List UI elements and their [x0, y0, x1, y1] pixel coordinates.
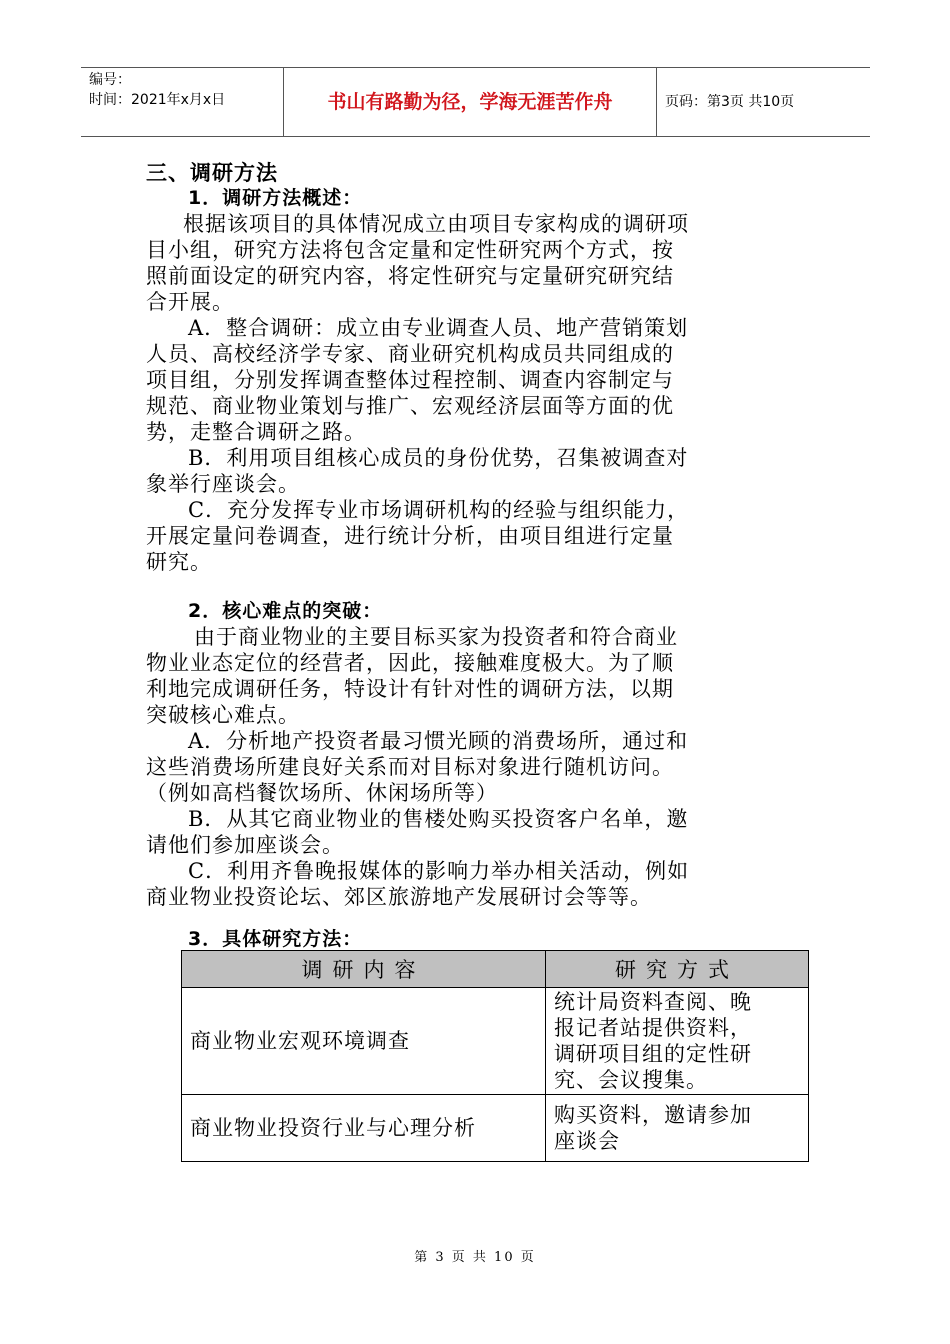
table-cell-method	[546, 1095, 809, 1162]
header-page-label: 页码：第3页 共10页	[665, 94, 795, 110]
table-header-row	[182, 951, 809, 988]
paragraph-line: 势，走整合调研之路。	[146, 420, 366, 444]
table-cell-content	[182, 1095, 546, 1162]
paragraph-line: C．充分发挥专业市场调研机构的经验与组织能力，	[188, 498, 690, 522]
page-footer: 第 3 页 共 10 页	[414, 1250, 536, 1265]
table-cell-content: 商业物业宏观环境调查	[182, 988, 546, 1095]
paragraph-line: A．分析地产投资者最习惯光顾的消费场所，通过和	[188, 729, 689, 753]
paragraph-line: 物业业态定位的经营者，因此，接触难度极大。为了顺	[146, 651, 674, 675]
table-row	[182, 988, 809, 1095]
subsection-3-title: 3．具体研究方法：	[188, 928, 363, 950]
table-header-content: 调研内容	[182, 951, 546, 988]
paragraph-line: 象举行座谈会。	[146, 472, 300, 496]
date-label: 时间：2021年x月x日	[89, 92, 226, 108]
number-label: 编号：	[89, 72, 131, 88]
paragraph-line: 研究。	[146, 550, 212, 574]
paragraph-line: 根据该项目的具体情况成立由项目专家构成的调研项	[183, 212, 689, 236]
paragraph-line: B．从其它商业物业的售楼处购买投资客户名单，邀	[188, 807, 689, 831]
paragraph-line: C．利用齐鲁晚报媒体的影响力举办相关活动，例如	[188, 859, 690, 883]
paragraph-line: 合开展。	[146, 290, 234, 314]
methods-table	[181, 950, 809, 1162]
paragraph-line: 开展定量问卷调查，进行统计分析，由项目组进行定量	[146, 524, 674, 548]
table-row	[182, 1095, 809, 1162]
subsection-2-title: 2．核心难点的突破：	[188, 600, 383, 622]
section-title: 三、调研方法	[146, 161, 278, 185]
subsection-1-title: 1．调研方法概述：	[188, 187, 363, 209]
paragraph-line: B．利用项目组核心成员的身份优势，召集被调查对	[188, 446, 689, 470]
cell-line: 座谈会	[554, 1129, 620, 1153]
header-meta	[81, 68, 284, 136]
paragraph-line: 由于商业物业的主要目标买家为投资者和符合商业	[194, 625, 678, 649]
paragraph-line: （例如高档餐饮场所、休闲场所等）	[146, 781, 498, 805]
cell-text: 商业物业投资行业与心理分析	[190, 1116, 476, 1140]
table-cell-method	[546, 988, 809, 1095]
paragraph-line: 照前面设定的研究内容，将定性研究与定量研究研究结	[146, 264, 674, 288]
cell-line: 究、会议搜集。	[554, 1068, 708, 1092]
paragraph-line: 请他们参加座谈会。	[146, 833, 344, 857]
paragraph-line: A．整合调研：成立由专业调查人员、地产营销策划	[188, 316, 689, 340]
cell-line: 统计局资料查阅、晚	[554, 990, 752, 1014]
paragraph-line: 规范、商业物业策划与推广、宏观经济层面等方面的优	[146, 394, 674, 418]
paragraph-line: 这些消费场所建良好关系而对目标对象进行随机访问。	[146, 755, 674, 779]
cell-line: 调研项目组的定性研	[554, 1042, 752, 1066]
table-header-method: 研究方式	[546, 951, 809, 988]
paragraph-line: 利地完成调研任务，特设计有针对性的调研方法，以期	[146, 677, 674, 701]
paragraph-line: 目小组，研究方法将包含定量和定性研究两个方式，按	[146, 238, 674, 262]
cell-line: 报记者站提供资料，	[554, 1016, 752, 1040]
paragraph-line: 突破核心难点。	[146, 703, 300, 727]
header-motto: 书山有路勤为径，学海无涯苦作舟	[284, 68, 657, 136]
paragraph-line: 项目组，分别发挥调查整体过程控制、调查内容制定与	[146, 368, 674, 392]
paragraph-line: 人员、高校经济学专家、商业研究机构成员共同组成的	[146, 342, 674, 366]
page-header	[81, 67, 870, 137]
paragraph-line: 商业物业投资论坛、郊区旅游地产发展研讨会等等。	[146, 885, 652, 909]
cell-line: 购买资料，邀请参加	[554, 1103, 752, 1127]
